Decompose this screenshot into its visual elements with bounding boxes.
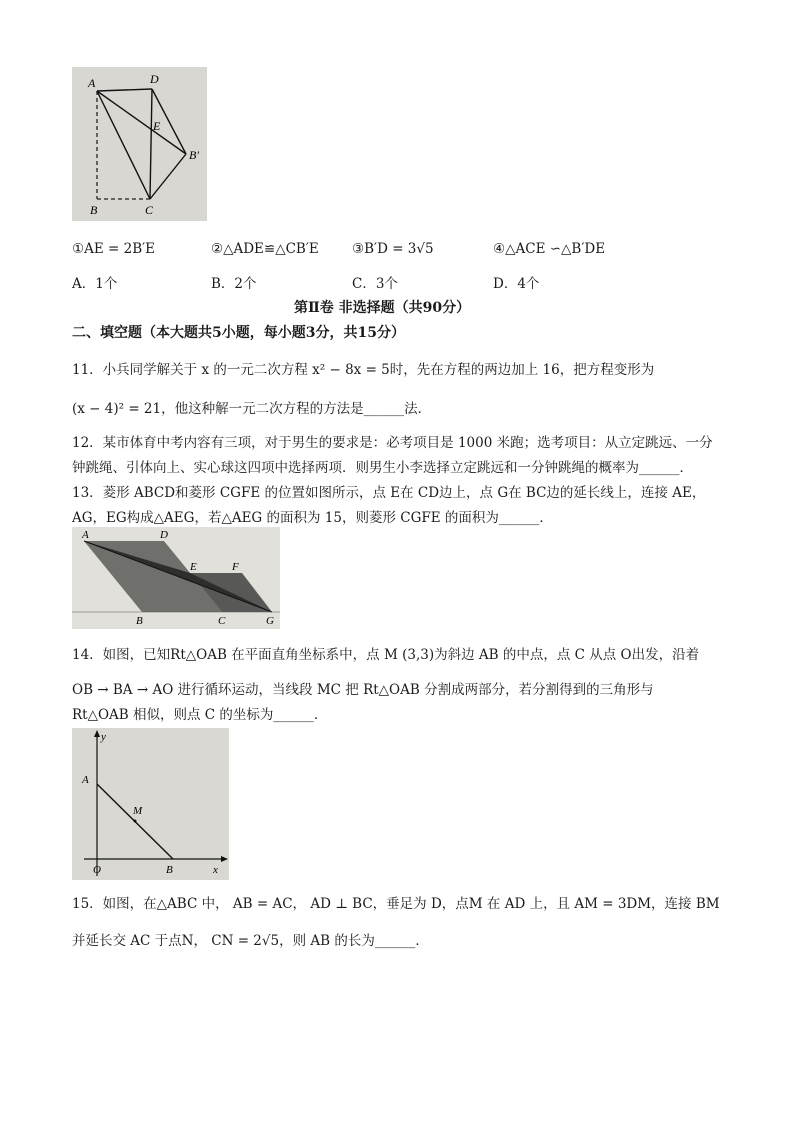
q14-line1: 14．如图，已知Rt△OAB 在平面直角坐标系中，点 M (3,3)为斜边 AB 的中点，点 C 从点 O出发，沿着 [72,647,700,663]
figure-q14 [72,728,229,880]
option-d: D．4个 [493,276,540,292]
label-B: B [136,615,143,627]
statement-4: ④△ACE ∽△B′DE [493,241,606,257]
figure-q10 [72,67,207,221]
label-D: D [160,529,168,541]
label-Bprime: B′ [189,148,199,162]
q13-line1: 13．菱形 ABCD和菱形 CGFE 的位置如图所示，点 E在 CD边上，点 G在 BC边的延长线上，连接 AE， [72,485,706,501]
label-M: M [133,805,143,817]
q12-line1: 12．某市体育中考内容有三项，对于男生的要求是：必考项目是 1000 米跑；选考项目：从立定跳远、一分 [72,435,713,451]
label-A: A [82,529,89,541]
q11-line2: (x − 4)² = 21，他这种解一元二次方程的方法是______法． [72,401,432,417]
label-C: C [145,203,154,217]
option-c: C．3个 [352,276,398,292]
q12-line2: 钟跳绳、引体向上、实心球这四项中选择两项．则男生小李选择立定跳远和一分钟跳绳的概率为______． [72,460,693,476]
label-A: A [82,774,89,786]
statement-2: ②△ADE≌△CB′E [211,241,319,257]
q15-line1: 15．如图，在△ABC 中， AB = AC， AD ⊥ BC，垂足为 D，点M 在 AD 上，且 AM = 3DM，连接 BM [72,896,720,912]
label-F: F [232,561,239,573]
label-B: B [166,864,173,876]
section2-title: 二、填空题（本大题共5小题，每小题3分，共15分） [72,325,405,341]
q14-line3: Rt△OAB 相似，则点 C 的坐标为______． [72,707,328,723]
label-E: E [190,561,197,573]
label-E: E [153,119,161,133]
q14-line2: OB → BA → AO 进行循环运动，当线段 MC 把 Rt△OAB 分割成两部分，若分割得到的三角形与 [72,682,654,698]
label-B: B [90,203,98,217]
label-y: y [101,731,106,743]
label-D: D [150,72,159,86]
q13-line2: AG，EG构成△AEG，若△AEG 的面积为 15，则菱形 CGFE 的面积为______． [72,510,553,526]
label-x: x [213,864,218,876]
statement-1: ①AE = 2B′E [72,241,156,257]
q11-line1: 11．小兵同学解关于 x 的一元二次方程 x² − 8x = 5时，先在方程的两边加上 16，把方程变形为 [72,362,655,378]
option-b: B．2个 [211,276,257,292]
label-A: A [88,76,96,90]
part2-title: 第Ⅱ卷 非选择题（共90分） [294,300,471,316]
label-O: O [93,864,101,876]
statement-3: ③B′D = 3√5 [352,241,434,257]
label-G: G [266,615,274,627]
q15-line2: 并延长交 AC 于点N， CN = 2√5，则 AB 的长为______． [72,933,429,949]
label-C: C [218,615,226,627]
option-a: A．1个 [72,276,118,292]
figure-q13 [72,527,280,629]
